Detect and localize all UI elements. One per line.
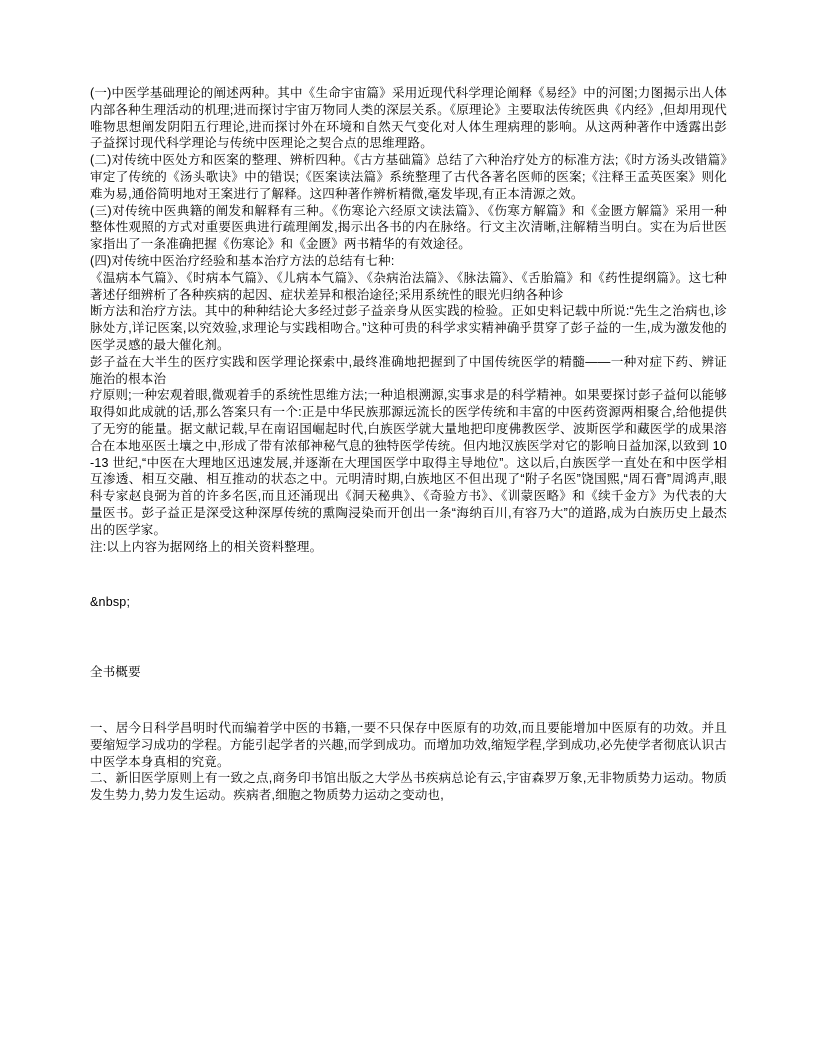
- document-body: [90, 85, 727, 804]
- paragraph-source-note: 注:以上内容为据网络上的相关资料整理。: [90, 539, 323, 554]
- paragraph-bai-medicine-history: 疗原则;一种宏观着眼,微观着手的系统性思维方法;一种追根溯源,实事求是的科学精神。如果要探讨彭子益何以能够取得如此成就的话,那么答案只有一个:正是中华民族那源远流长的医学传统和丰富的中医药资源两相聚合,给他提供了无穷的能量。据文献记载,早在南诏国崛起时代,白族医学就大量地把印度佛教医学、波斯医学和藏医学的成果溶合在本地巫医土壤之中,形成了带有浓郁神秘气息的独特医学传统。但内地汉族医学对它的影响日益加深,以致到 10-13 世纪,“中医在大理地区迅速发展,并逐渐在大理国医学中取得主导地位”。这以后,白族医学一直处在和中医学相互渗透、相互交融、相互推动的状态之中。元明清时期,白族地区不但出现了“附子名医”饶国熙,“周石膏”周鸿声,眼科专家赵良弼为首的许多名医,而且还涌现出《洞天秘典》、《奇验方书》、《训蒙医略》和《续千金方》为代表的大量医书。彭子益正是深受这种深厚传统的熏陶浸染而开创出一条“海纳百川,有容乃大”的道路,成为白族历史上最杰出的医学家。: [90, 388, 727, 537]
- paragraph-seven-works: 《温病本气篇》、《时病本气篇》、《儿病本气篇》、《杂病治法篇》、《脉法篇》、《舌胎篇》和《药性提纲篇》。这七种著述仔细辨析了各种疾病的起因、症状差异和根治途径;采用系统性的眼光归纳各种诊: [90, 270, 727, 302]
- paragraph-classics-commentary: (三)对传统中医典籍的阐发和解释有三种。《伤寒论六经原文读法篇》、《伤寒方解篇》和《金匮方解篇》采用一种整体性观照的方式对重要医典进行疏理阐发,揭示出各书的内在脉络。行文主次清晰,注解精当明白。实在为后世医家指出了一条准确把握《伤寒论》和《金匮》两书精华的有效途径。: [90, 203, 727, 252]
- paragraph-treatment-summary-lead: (四)对传统中医治疗经验和基本治疗方法的总结有七种:: [90, 253, 395, 268]
- paragraph-overview-item-2: 二、新旧医学原则上有一致之点,商务印书馆出版之大学丛书疾病总论有云,宇宙森罗万象,无非物质势力运动。物质发生势力,势力发生运动。疾病者,细胞之物质势力运动之变动也,: [90, 771, 727, 803]
- paragraph-basic-theory: (一)中医学基础理论的阐述两种。其中《生命宇宙篇》采用近现代科学理论阐释《易经》中的河图;力图揭示出人体内部各种生理活动的机理;进而探讨宇宙万物同人类的深层关系。《原理论》主要取法传统医典《内经》,但却用现代唯物思想阐发阴阳五行理论,进而探讨外在环境和自然天气变化对人体生理病理的影响。从这两种著作中透露出彭子益探讨现代科学理论与传统中医理论之契合点的思维理路。: [90, 86, 727, 151]
- paragraph-diagnosis-methods: 断方法和治疗方法。其中的种种结论大多经过彭子益亲身从医实践的检验。正如史料记载中所说:“先生之治病也,诊脉处方,详记医案,以究效验,求理论与实践相吻合。”这种可贵的科学求实精神确乎贯穿了彭子益的一生,成为激发他的医学灵感的最大催化剂。: [90, 304, 727, 352]
- paragraph-nbsp-literal: &nbsp;: [90, 595, 131, 610]
- section-title: 全书概要: [90, 665, 141, 680]
- paragraph-prescriptions-cases: (二)对传统中医处方和医案的整理、辨析四种。《古方基础篇》总结了六种治疗处方的标准方法;《时方汤头改错篇》审定了传统的《汤头歌诀》中的错误;《医案读法篇》系统整理了古代各著名医师的医案;《注释王孟英医案》则化难为易,通俗简明地对王案进行了解释。这四种著作辨析精微,毫发毕现,有正本清源之效。: [90, 153, 727, 201]
- paragraph-overview-item-1: 一、居今日科学昌明时代而编着学中医的书籍,一要不只保存中医原有的功效,而且要能增加中医原有的功效。并且要缩短学习成功的学程。方能引起学者的兴趣,而学到成功。而增加功效,缩短学程,学到成功,必先使学者彻底认识古中医学本身真相的究竟。: [90, 720, 727, 769]
- paragraph-essence-lead: 彭子益在大半生的医疗实践和医学理论探索中,最终准确地把握到了中国传统医学的精髓——一种对症下药、辨证施治的根本治: [90, 354, 727, 386]
